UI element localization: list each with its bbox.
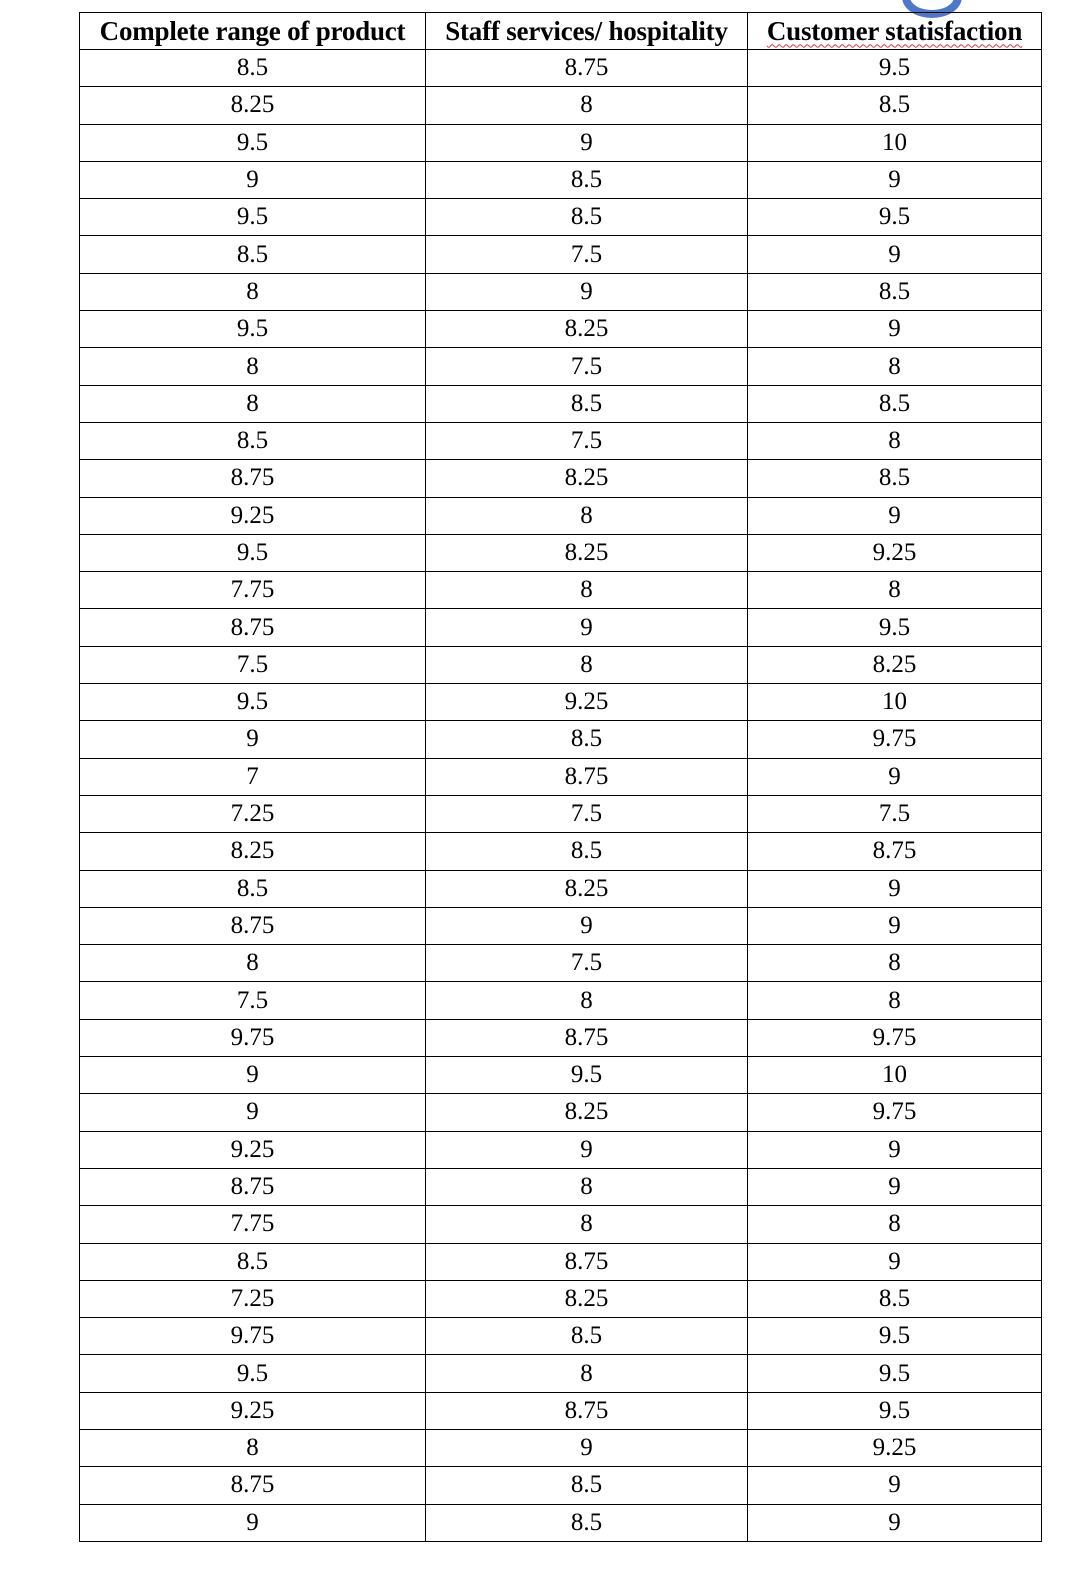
table-cell: 8.5	[426, 721, 748, 758]
table-cell: 8	[748, 572, 1042, 609]
table-cell: 9.5	[748, 1318, 1042, 1355]
table-cell: 9	[426, 1429, 748, 1466]
table-cell: 7.25	[80, 795, 426, 832]
table-row	[80, 50, 1042, 87]
table-cell: 9.75	[80, 1318, 426, 1355]
table-row	[80, 907, 1042, 944]
table-cell: 8.5	[426, 1467, 748, 1504]
header-complete-range-of-product: Complete range of product	[80, 13, 426, 50]
table-cell: 8.25	[426, 311, 748, 348]
table-row	[80, 1206, 1042, 1243]
table-cell: 8.5	[748, 1280, 1042, 1317]
table-cell: 8	[426, 646, 748, 683]
table-row	[80, 609, 1042, 646]
table-cell: 9.75	[748, 721, 1042, 758]
table-cell: 8	[748, 945, 1042, 982]
table-cell: 9	[748, 311, 1042, 348]
table-cell: 9.5	[80, 534, 426, 571]
table-row	[80, 1131, 1042, 1168]
table-cell: 8.25	[426, 1280, 748, 1317]
table-cell: 8.75	[426, 50, 748, 87]
table-row	[80, 348, 1042, 385]
table-cell: 8.75	[80, 1467, 426, 1504]
table-cell: 7.5	[426, 236, 748, 273]
table-row	[80, 758, 1042, 795]
table-cell: 9	[748, 907, 1042, 944]
table-cell: 9.25	[80, 1131, 426, 1168]
table-cell: 9.5	[748, 50, 1042, 87]
table-row	[80, 1057, 1042, 1094]
table-cell: 9.75	[748, 1094, 1042, 1131]
table-cell: 9.5	[748, 609, 1042, 646]
table-cell: 10	[748, 1057, 1042, 1094]
table-cell: 9.25	[748, 534, 1042, 571]
table-row	[80, 721, 1042, 758]
table-row	[80, 1429, 1042, 1466]
table-cell: 9	[748, 161, 1042, 198]
table-cell: 8	[80, 385, 426, 422]
table-row	[80, 385, 1042, 422]
table-row	[80, 124, 1042, 161]
table-cell: 9	[426, 1131, 748, 1168]
table-cell: 8.5	[748, 273, 1042, 310]
table-cell: 8	[80, 945, 426, 982]
table-row	[80, 1243, 1042, 1280]
table-cell: 9	[748, 1131, 1042, 1168]
table-cell: 8	[426, 497, 748, 534]
table-cell: 8.75	[80, 609, 426, 646]
table-cell: 8.5	[748, 87, 1042, 124]
table-body	[80, 50, 1042, 1542]
table-row	[80, 1168, 1042, 1205]
table-cell: 8.75	[426, 1019, 748, 1056]
table-cell: 9.5	[80, 124, 426, 161]
table-cell: 8.25	[426, 534, 748, 571]
table-cell: 8.5	[80, 870, 426, 907]
table-cell: 9.75	[748, 1019, 1042, 1056]
table-cell: 8.75	[426, 1392, 748, 1429]
table-row	[80, 1355, 1042, 1392]
table-cell: 9.5	[80, 199, 426, 236]
table-cell: 9.25	[426, 684, 748, 721]
table-cell: 8.5	[426, 199, 748, 236]
table-cell: 8.75	[80, 1168, 426, 1205]
table-cell: 8.25	[426, 870, 748, 907]
table-cell: 8.5	[80, 422, 426, 459]
table-cell: 8.5	[748, 385, 1042, 422]
table-cell: 7.5	[426, 795, 748, 832]
table-cell: 7.5	[748, 795, 1042, 832]
table-cell: 7.5	[80, 982, 426, 1019]
table-cell: 9.5	[80, 684, 426, 721]
table-cell: 8.5	[80, 236, 426, 273]
table-row	[80, 87, 1042, 124]
table-cell: 8.5	[426, 1318, 748, 1355]
table-row	[80, 460, 1042, 497]
table-cell: 8.75	[426, 758, 748, 795]
table-row	[80, 1019, 1042, 1056]
table-cell: 9.75	[80, 1019, 426, 1056]
table-cell: 8	[748, 982, 1042, 1019]
table-cell: 8.5	[426, 385, 748, 422]
table-cell: 8	[426, 87, 748, 124]
table-cell: 10	[748, 124, 1042, 161]
table-cell: 9	[748, 1467, 1042, 1504]
table-cell: 8.75	[80, 907, 426, 944]
table-cell: 8.75	[748, 833, 1042, 870]
table-cell: 9.5	[748, 199, 1042, 236]
table-row	[80, 1280, 1042, 1317]
table-cell: 9	[748, 497, 1042, 534]
table-cell: 7.5	[80, 646, 426, 683]
table-row	[80, 572, 1042, 609]
table-cell: 8.75	[80, 460, 426, 497]
table-header-row	[80, 13, 1042, 50]
table-cell: 8	[748, 422, 1042, 459]
table-cell: 7.75	[80, 572, 426, 609]
ratings-table	[79, 12, 1042, 1542]
table-cell: 9	[426, 124, 748, 161]
table-row	[80, 870, 1042, 907]
table-cell: 8	[426, 1206, 748, 1243]
table-cell: 8.25	[748, 646, 1042, 683]
table-cell: 9.25	[80, 1392, 426, 1429]
table-row	[80, 795, 1042, 832]
table-cell: 9	[80, 161, 426, 198]
table-cell: 9	[80, 721, 426, 758]
header-customer-satisfaction-text: Customer statisfaction	[766, 15, 1023, 46]
table-cell: 8.5	[80, 50, 426, 87]
table-cell: 8	[426, 982, 748, 1019]
table-row	[80, 534, 1042, 571]
table-cell: 9	[426, 907, 748, 944]
table-row	[80, 161, 1042, 198]
header-staff-services-hospitality: Staff services/ hospitality	[426, 13, 748, 50]
table-cell: 8	[80, 348, 426, 385]
table-cell: 8	[80, 273, 426, 310]
table-row	[80, 199, 1042, 236]
table-cell: 9.5	[748, 1355, 1042, 1392]
table-cell: 9	[748, 236, 1042, 273]
table-row	[80, 945, 1042, 982]
table-cell: 8	[748, 1206, 1042, 1243]
table-cell: 7.75	[80, 1206, 426, 1243]
table-cell: 7.5	[426, 945, 748, 982]
table-cell: 9.25	[748, 1429, 1042, 1466]
table-cell: 9	[80, 1094, 426, 1131]
table-cell: 8.75	[426, 1243, 748, 1280]
table-row	[80, 982, 1042, 1019]
table-row	[80, 1467, 1042, 1504]
table-row	[80, 1318, 1042, 1355]
table-cell: 9.5	[748, 1392, 1042, 1429]
table-cell: 8.5	[80, 1243, 426, 1280]
table-cell: 8.5	[748, 460, 1042, 497]
table-row	[80, 1504, 1042, 1541]
table-cell: 8.25	[80, 833, 426, 870]
table-row	[80, 422, 1042, 459]
table-row	[80, 1094, 1042, 1131]
table-cell: 10	[748, 684, 1042, 721]
table-row	[80, 311, 1042, 348]
table-cell: 8.5	[426, 1504, 748, 1541]
table-cell: 8.5	[426, 161, 748, 198]
table-row	[80, 646, 1042, 683]
table-cell: 9.5	[426, 1057, 748, 1094]
table-cell: 9	[80, 1057, 426, 1094]
table-cell: 9.5	[80, 1355, 426, 1392]
table-row	[80, 833, 1042, 870]
table-cell: 8.25	[426, 1094, 748, 1131]
table-cell: 7.5	[426, 422, 748, 459]
table-cell: 8.25	[80, 87, 426, 124]
table-cell: 7.25	[80, 1280, 426, 1317]
table-cell: 9.25	[80, 497, 426, 534]
table-cell: 9.5	[80, 311, 426, 348]
table-cell: 8.5	[426, 833, 748, 870]
table-cell: 9	[748, 1168, 1042, 1205]
table-cell: 9	[748, 1243, 1042, 1280]
table-cell: 8.25	[426, 460, 748, 497]
table-cell: 7	[80, 758, 426, 795]
table-cell: 9	[748, 758, 1042, 795]
table-cell: 9	[748, 1504, 1042, 1541]
table-row	[80, 684, 1042, 721]
table-row	[80, 236, 1042, 273]
table-cell: 9	[426, 609, 748, 646]
table-cell: 8	[426, 1355, 748, 1392]
header-customer-satisfaction	[748, 13, 1042, 50]
table-cell: 7.5	[426, 348, 748, 385]
table-cell: 8	[426, 1168, 748, 1205]
table-cell: 9	[426, 273, 748, 310]
table-row	[80, 273, 1042, 310]
table-cell: 9	[80, 1504, 426, 1541]
table-row	[80, 1392, 1042, 1429]
table-cell: 8	[426, 572, 748, 609]
table-cell: 8	[80, 1429, 426, 1466]
table-row	[80, 497, 1042, 534]
table-cell: 8	[748, 348, 1042, 385]
table-cell: 9	[748, 870, 1042, 907]
